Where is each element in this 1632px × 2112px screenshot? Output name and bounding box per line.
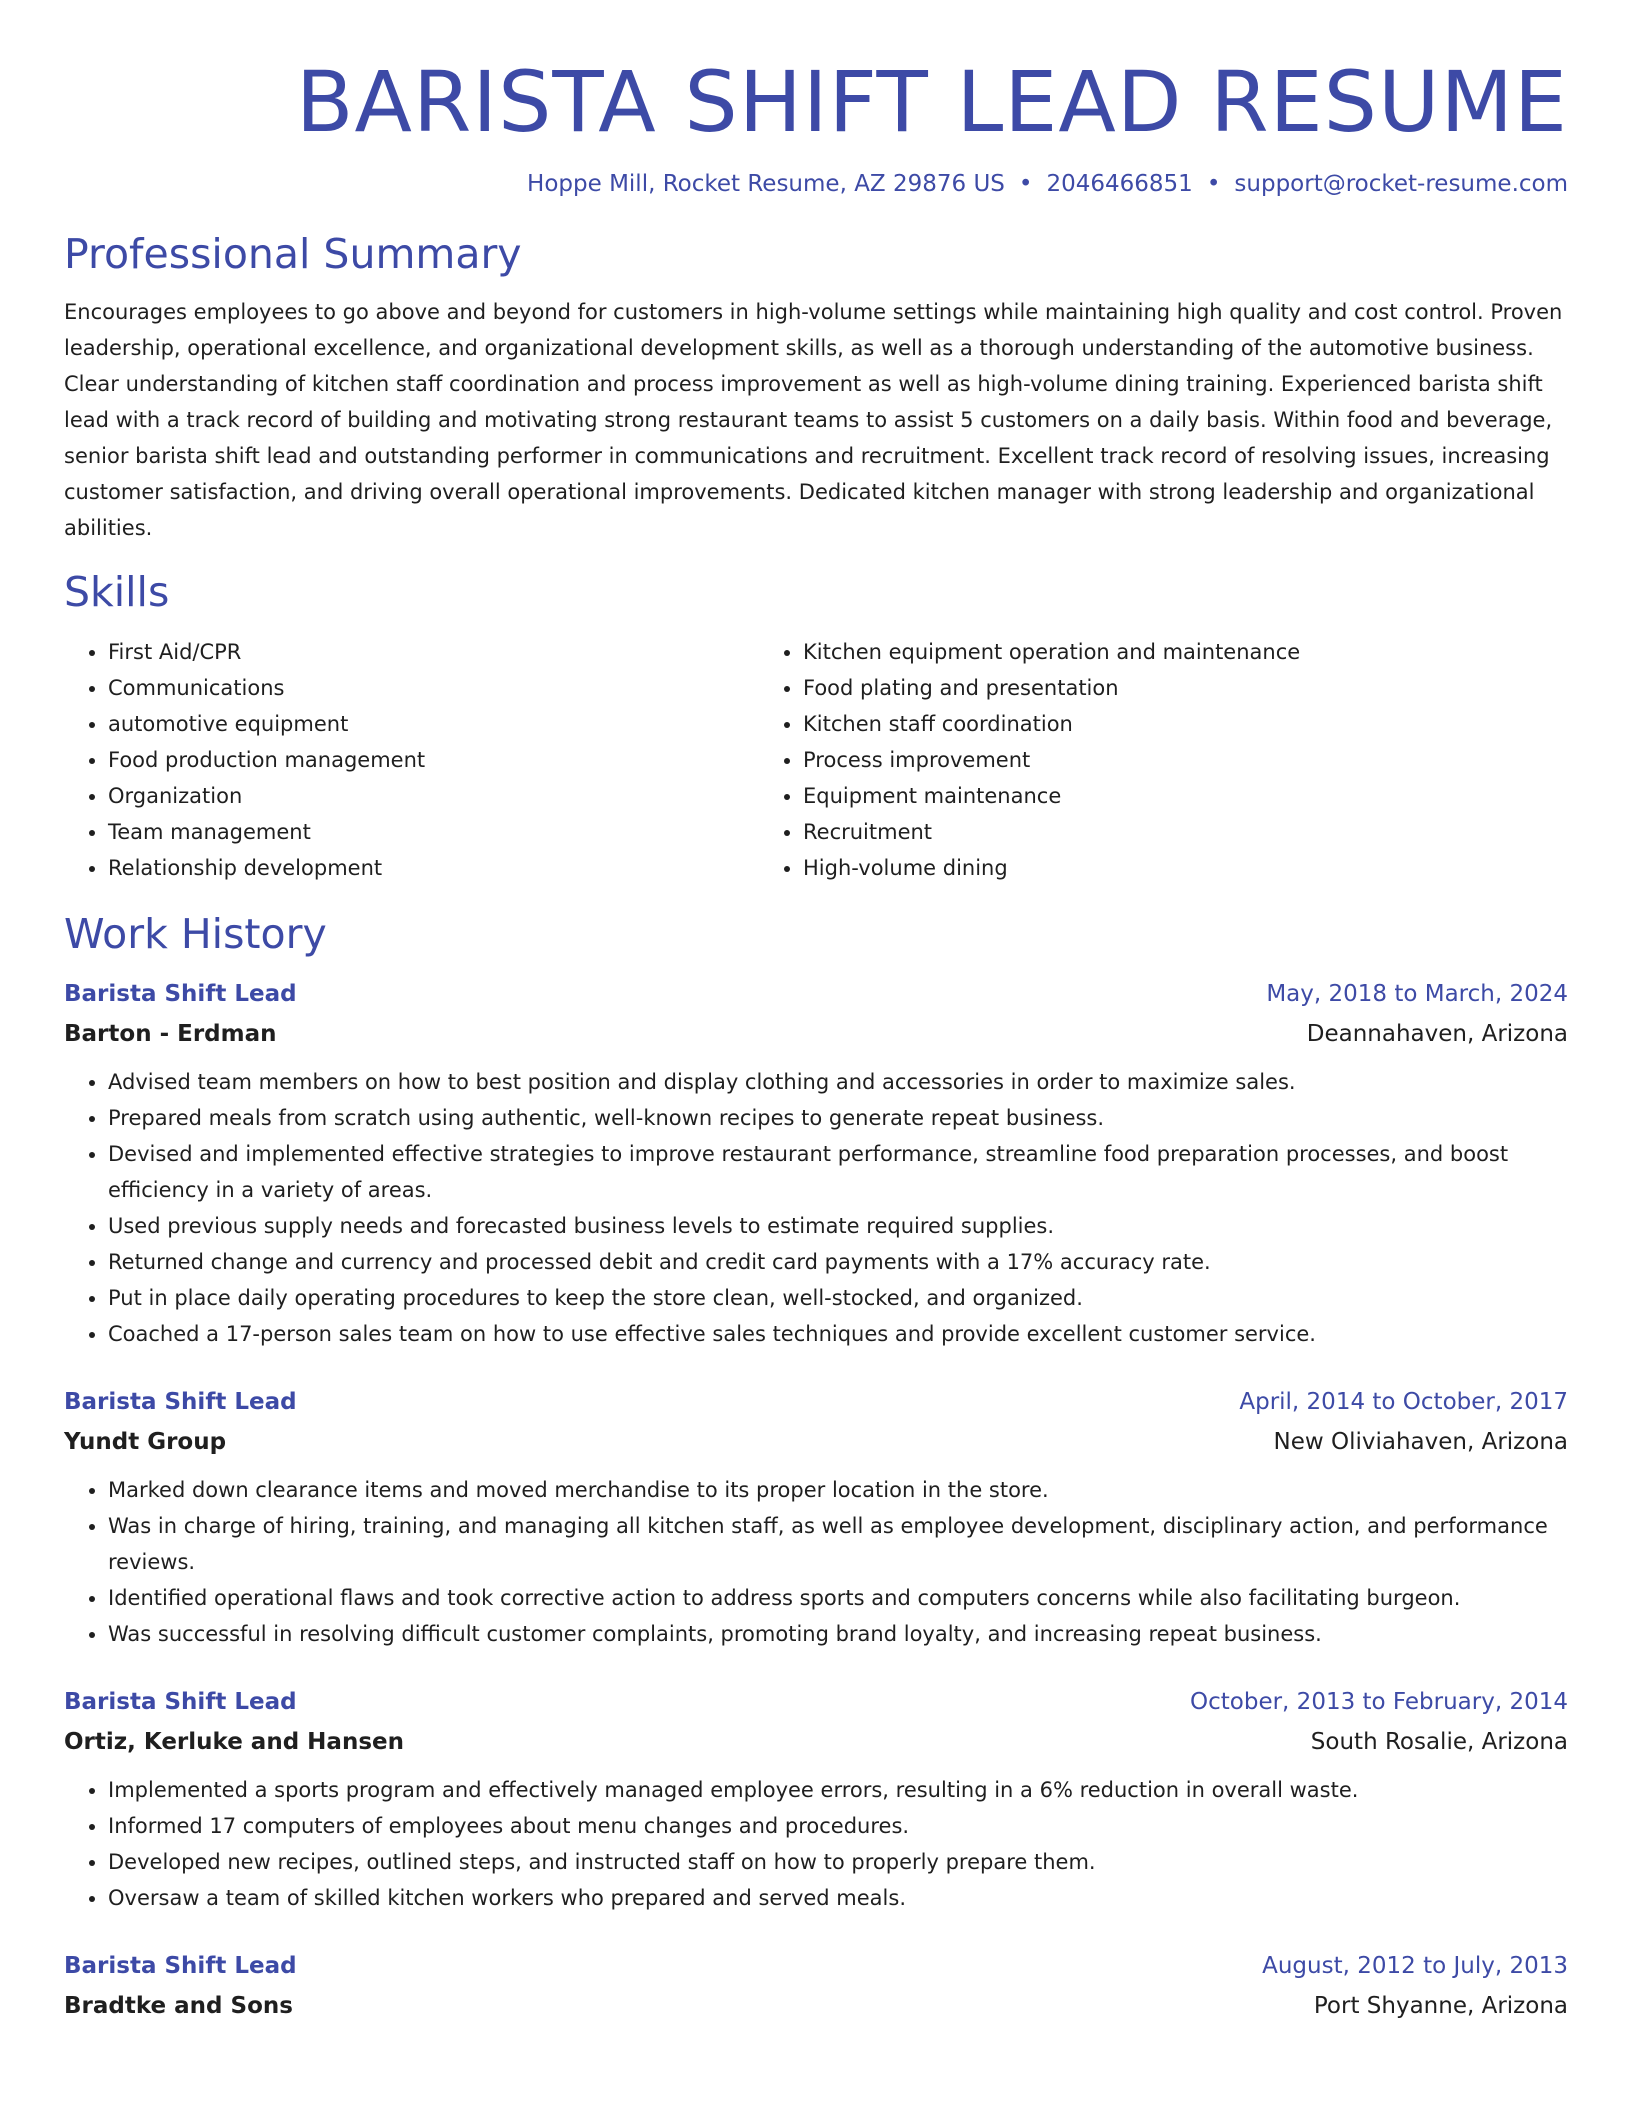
job-location: New Oliviahaven, Arizona	[1273, 1429, 1568, 1455]
resume-title: BARISTA SHIFT LEAD RESUME	[295, 53, 1568, 151]
job-dates: May, 2018 to March, 2024	[1266, 981, 1568, 1007]
job-company: Yundt Group	[64, 1429, 227, 1455]
job-company: Barton - Erdman	[64, 1021, 277, 1047]
job-entry	[64, 974, 1568, 1352]
job-bullets	[64, 1472, 1568, 1652]
job-dates: October, 2013 to February, 2014	[1190, 1689, 1568, 1715]
job-bullets	[64, 1064, 1568, 1352]
work-history-heading: Work History	[64, 910, 327, 958]
summary-heading: Professional Summary	[64, 230, 522, 278]
job-bullet: • Put in place daily operating procedures to keep the store clean, well-stocked, and organized.	[108, 1280, 1568, 1316]
job-company: Ortiz, Kerluke and Hansen	[64, 1729, 404, 1755]
job-bullet: • Was successful in resolving difficult customer complaints, promoting brand loyalty, and increasing repeat business.	[108, 1616, 1568, 1652]
address: Hoppe Mill, Rocket Resume, AZ 29876 US	[527, 171, 1005, 197]
job-title: Barista Shift Lead	[64, 1389, 297, 1415]
job-entry	[64, 1682, 1568, 1916]
skill-item: • automotive equipment	[108, 706, 759, 742]
skills-list	[64, 634, 1568, 886]
skill-item: • Kitchen staff coordination	[803, 706, 1454, 742]
job-bullet: • Used previous supply needs and forecasted business levels to estimate required supplies.	[108, 1208, 1568, 1244]
skill-item: • High-volume dining	[803, 850, 1454, 886]
job-location: South Rosalie, Arizona	[1310, 1729, 1568, 1755]
job-title: Barista Shift Lead	[64, 981, 297, 1007]
job-bullet: • Devised and implemented effective strategies to improve restaurant performance, streamline food preparation processes, and boost efficiency in a variety of areas.	[108, 1136, 1568, 1208]
skill-item: • Kitchen equipment operation and maintenance	[803, 634, 1454, 670]
job-title: Barista Shift Lead	[64, 1953, 297, 1979]
job-location: Deannahaven, Arizona	[1306, 1021, 1568, 1047]
job-entry	[64, 1382, 1568, 1652]
separator: •	[1018, 171, 1033, 197]
job-location: Port Shyanne, Arizona	[1313, 1993, 1568, 2019]
job-bullet: • Prepared meals from scratch using authentic, well-known recipes to generate repeat business.	[108, 1100, 1568, 1136]
job-bullet: • Implemented a sports program and effectively managed employee errors, resulting in a 6% reduction in overall waste.	[108, 1772, 1568, 1808]
resume-header	[64, 52, 1568, 202]
job-dates: August, 2012 to July, 2013	[1262, 1953, 1568, 1979]
skill-item: • Process improvement	[803, 742, 1454, 778]
job-company: Bradtke and Sons	[64, 1993, 293, 2019]
job-bullet: • Oversaw a team of skilled kitchen workers who prepared and served meals.	[108, 1880, 1568, 1916]
job-bullet: • Developed new recipes, outlined steps, and instructed staff on how to properly prepare them.	[108, 1844, 1568, 1880]
email: support@rocket-resume.com	[1234, 171, 1568, 197]
job-entry	[64, 1946, 1568, 2026]
job-bullet: • Marked down clearance items and moved merchandise to its proper location in the store.	[108, 1472, 1568, 1508]
skill-item: • Team management	[108, 814, 759, 850]
skill-item: • Recruitment	[803, 814, 1454, 850]
skills-column-right	[759, 634, 1454, 886]
separator: •	[1206, 171, 1221, 197]
phone: 2046466851	[1046, 171, 1193, 197]
job-bullet: • Returned change and currency and processed debit and credit card payments with a 17% accuracy rate.	[108, 1244, 1568, 1280]
job-bullet: • Coached a 17-person sales team on how to use effective sales techniques and provide excellent customer service.	[108, 1316, 1568, 1352]
job-bullet: • Informed 17 computers of employees about menu changes and procedures.	[108, 1808, 1568, 1844]
contact-line	[64, 166, 1568, 202]
skill-item: • Food production management	[108, 742, 759, 778]
skill-item: • First Aid/CPR	[108, 634, 759, 670]
job-title: Barista Shift Lead	[64, 1689, 297, 1715]
skill-item: • Relationship development	[108, 850, 759, 886]
skills-heading: Skills	[64, 568, 170, 616]
skill-item: • Equipment maintenance	[803, 778, 1454, 814]
skill-item: • Communications	[108, 670, 759, 706]
summary-text: Encourages employees to go above and beyond for customers in high-volume settings while maintaining high quality and cost control. Proven leadership, operational excellence, and organizational development skills, as well as a thorough understanding of the automotive business. Clear understanding of kitchen staff coordination and process improvement as well as high-volume dining training. Experienced barista shift lead with a track record of building and motivating strong restaurant teams to assist 5 customers on a daily basis. Within food and beverage, senior barista shift lead and outstanding performer in communications and recruitment. Excellent track record of resolving issues, increasing customer satisfaction, and driving overall operational improvements. Dedicated kitchen manager with strong leadership and organizational abilities.	[64, 300, 1563, 540]
job-bullet: • Identified operational flaws and took corrective action to address sports and computers concerns while also facilitating burgeon.	[108, 1580, 1568, 1616]
skill-item: • Organization	[108, 778, 759, 814]
job-dates: April, 2014 to October, 2017	[1239, 1389, 1568, 1415]
job-bullet: • Was in charge of hiring, training, and managing all kitchen staff, as well as employee development, disciplinary action, and performance reviews.	[108, 1508, 1568, 1580]
skills-column-left	[64, 634, 759, 886]
skill-item: • Food plating and presentation	[803, 670, 1454, 706]
job-bullets	[64, 1772, 1568, 1916]
job-bullet: • Advised team members on how to best position and display clothing and accessories in order to maximize sales.	[108, 1064, 1568, 1100]
